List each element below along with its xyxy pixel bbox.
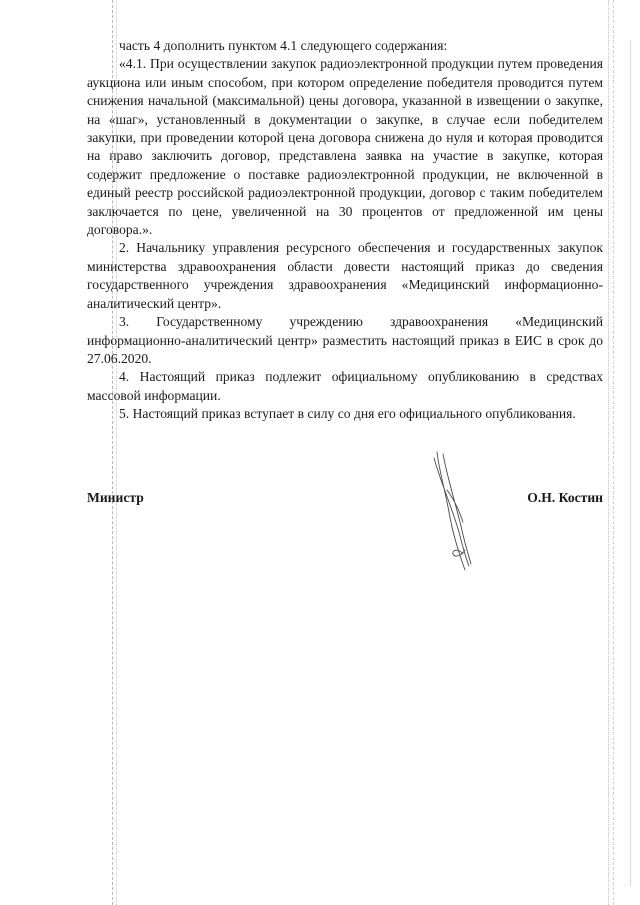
signature-block [87,490,603,510]
scan-artifact-line [630,40,631,885]
signatory-title: Министр [87,490,144,505]
scan-artifact-line [608,0,609,905]
paragraph-intro: часть 4 дополнить пунктом 4.1 следующего содержания: [119,38,448,53]
paragraph-item-3: 3. Государственному учреждению здравоохранения «Медицинский информационно-аналитический центр» разместить настоящий приказ в ЕИС в срок до 27.06.2020. [87,314,603,366]
paragraph-clause-4-1: «4.1. При осуществлении закупок радиоэлектронной продукции путем проведения аукциона или иным способом, при котором определение победителя проводится путем снижения начальной (максимальной) цены договора, указанной в извещении о закупке, на «шаг», установленный в документации о закупке, в случае если победителем закупки, при проведении которой цена договора снижена до нуля и которая проводится на право заключить договор, представлена заявка на участие в закупке, которая содержит предложение о поставке радиоэлектронной продукции, не включенной в единый реестр российской радиоэлектронной продукции, договор с таким победителем заключается по цене, увеличенной на 30 процентов от предложенной им цены договора.». [87,56,603,238]
handwritten-signature [425,450,475,575]
paragraph-item-5: 5. Настоящий приказ вступает в силу со дня его официального опубликования. [119,406,576,422]
paragraph-item-4: 4. Настоящий приказ подлежит официальному опубликованию в средствах массовой информации. [87,369,603,403]
document-body [87,37,603,424]
signatory-name: О.Н. Костин [527,490,603,505]
paragraph-item-2: 2. Начальнику управления ресурсного обеспечения и государственных закупок министерства здравоохранения области довести настоящий приказ до сведения государственного учреждения здравоохранения «Медицинский информационно-аналитический центр». [87,240,603,311]
scan-artifact-line [613,0,614,905]
